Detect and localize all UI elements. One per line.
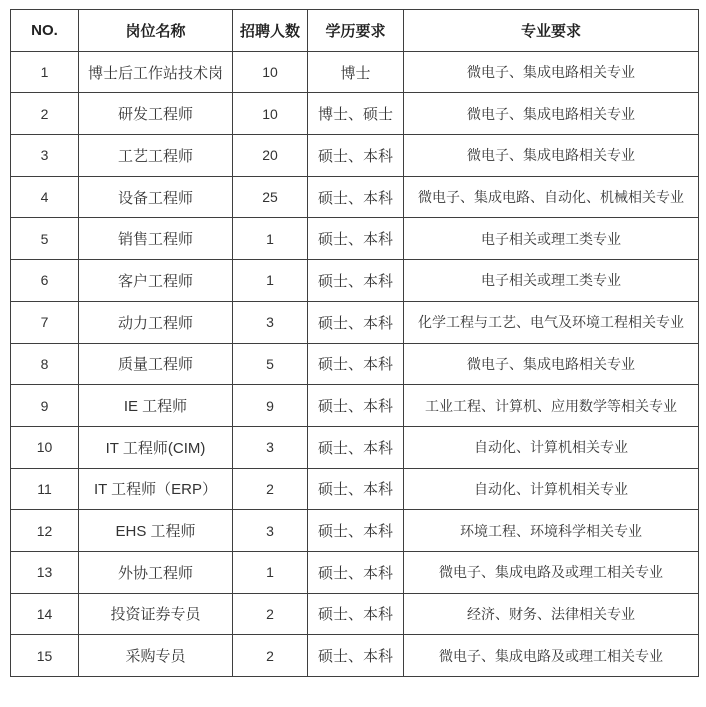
cell-major: 经济、财务、法律相关专业 (404, 593, 699, 635)
cell-position: 博士后工作站技术岗 (79, 51, 233, 93)
cell-headcount: 2 (233, 468, 308, 510)
cell-headcount: 10 (233, 51, 308, 93)
cell-education: 硕士、本科 (308, 551, 404, 593)
cell-headcount: 3 (233, 510, 308, 552)
table-row (11, 343, 699, 385)
table-row (11, 218, 699, 260)
cell-no: 1 (11, 51, 79, 93)
cell-headcount: 25 (233, 176, 308, 218)
cell-no: 6 (11, 260, 79, 302)
cell-position: IT 工程师（ERP） (79, 468, 233, 510)
cell-no: 2 (11, 93, 79, 135)
cell-headcount: 10 (233, 93, 308, 135)
cell-major: 环境工程、环境科学相关专业 (404, 510, 699, 552)
cell-headcount: 1 (233, 218, 308, 260)
column-header-position: 岗位名称 (79, 10, 233, 52)
cell-major: 自动化、计算机相关专业 (404, 426, 699, 468)
table-row (11, 635, 699, 677)
cell-major: 微电子、集成电路及或理工相关专业 (404, 635, 699, 677)
cell-no: 8 (11, 343, 79, 385)
cell-position: 动力工程师 (79, 301, 233, 343)
cell-major: 自动化、计算机相关专业 (404, 468, 699, 510)
cell-headcount: 1 (233, 551, 308, 593)
cell-position: 客户工程师 (79, 260, 233, 302)
table-row (11, 260, 699, 302)
cell-position: IT 工程师(CIM) (79, 426, 233, 468)
cell-position: 外协工程师 (79, 551, 233, 593)
table-row (11, 301, 699, 343)
cell-major: 微电子、集成电路相关专业 (404, 93, 699, 135)
table-row (11, 510, 699, 552)
cell-education: 硕士、本科 (308, 385, 404, 427)
table-header (11, 10, 699, 52)
cell-headcount: 9 (233, 385, 308, 427)
cell-education: 博士 (308, 51, 404, 93)
cell-headcount: 3 (233, 426, 308, 468)
table-row (11, 551, 699, 593)
cell-major: 微电子、集成电路相关专业 (404, 51, 699, 93)
cell-education: 硕士、本科 (308, 135, 404, 177)
cell-no: 4 (11, 176, 79, 218)
cell-position: 投资证券专员 (79, 593, 233, 635)
cell-major: 微电子、集成电路相关专业 (404, 343, 699, 385)
cell-headcount: 1 (233, 260, 308, 302)
cell-no: 14 (11, 593, 79, 635)
cell-education: 硕士、本科 (308, 176, 404, 218)
cell-major: 电子相关或理工类专业 (404, 260, 699, 302)
cell-education: 硕士、本科 (308, 426, 404, 468)
column-header-no: NO. (11, 10, 79, 52)
table-row (11, 51, 699, 93)
cell-no: 3 (11, 135, 79, 177)
cell-no: 11 (11, 468, 79, 510)
column-header-education: 学历要求 (308, 10, 404, 52)
cell-education: 硕士、本科 (308, 593, 404, 635)
cell-education: 硕士、本科 (308, 510, 404, 552)
cell-position: 质量工程师 (79, 343, 233, 385)
cell-position: IE 工程师 (79, 385, 233, 427)
cell-major: 化学工程与工艺、电气及环境工程相关专业 (404, 301, 699, 343)
cell-no: 7 (11, 301, 79, 343)
cell-headcount: 5 (233, 343, 308, 385)
cell-major: 微电子、集成电路相关专业 (404, 135, 699, 177)
cell-no: 10 (11, 426, 79, 468)
table-row (11, 385, 699, 427)
column-header-headcount: 招聘人数 (233, 10, 308, 52)
cell-major: 微电子、集成电路及或理工相关专业 (404, 551, 699, 593)
table-row (11, 426, 699, 468)
cell-education: 硕士、本科 (308, 260, 404, 302)
cell-headcount: 3 (233, 301, 308, 343)
job-positions-table (10, 9, 699, 677)
cell-position: 工艺工程师 (79, 135, 233, 177)
cell-education: 硕士、本科 (308, 301, 404, 343)
table-row (11, 135, 699, 177)
cell-headcount: 2 (233, 593, 308, 635)
cell-position: 采购专员 (79, 635, 233, 677)
cell-no: 15 (11, 635, 79, 677)
cell-headcount: 2 (233, 635, 308, 677)
cell-headcount: 20 (233, 135, 308, 177)
cell-position: 研发工程师 (79, 93, 233, 135)
cell-education: 硕士、本科 (308, 218, 404, 260)
cell-no: 13 (11, 551, 79, 593)
cell-position: 销售工程师 (79, 218, 233, 260)
cell-no: 5 (11, 218, 79, 260)
cell-major: 微电子、集成电路、自动化、机械相关专业 (404, 176, 699, 218)
cell-major: 电子相关或理工类专业 (404, 218, 699, 260)
column-header-major: 专业要求 (404, 10, 699, 52)
table-row (11, 593, 699, 635)
cell-no: 12 (11, 510, 79, 552)
table-body (11, 51, 699, 676)
cell-major: 工业工程、计算机、应用数学等相关专业 (404, 385, 699, 427)
cell-education: 博士、硕士 (308, 93, 404, 135)
table-row (11, 468, 699, 510)
header-row (11, 10, 699, 52)
cell-education: 硕士、本科 (308, 343, 404, 385)
table-row (11, 93, 699, 135)
table-row (11, 176, 699, 218)
cell-position: EHS 工程师 (79, 510, 233, 552)
cell-education: 硕士、本科 (308, 635, 404, 677)
cell-position: 设备工程师 (79, 176, 233, 218)
cell-no: 9 (11, 385, 79, 427)
cell-education: 硕士、本科 (308, 468, 404, 510)
